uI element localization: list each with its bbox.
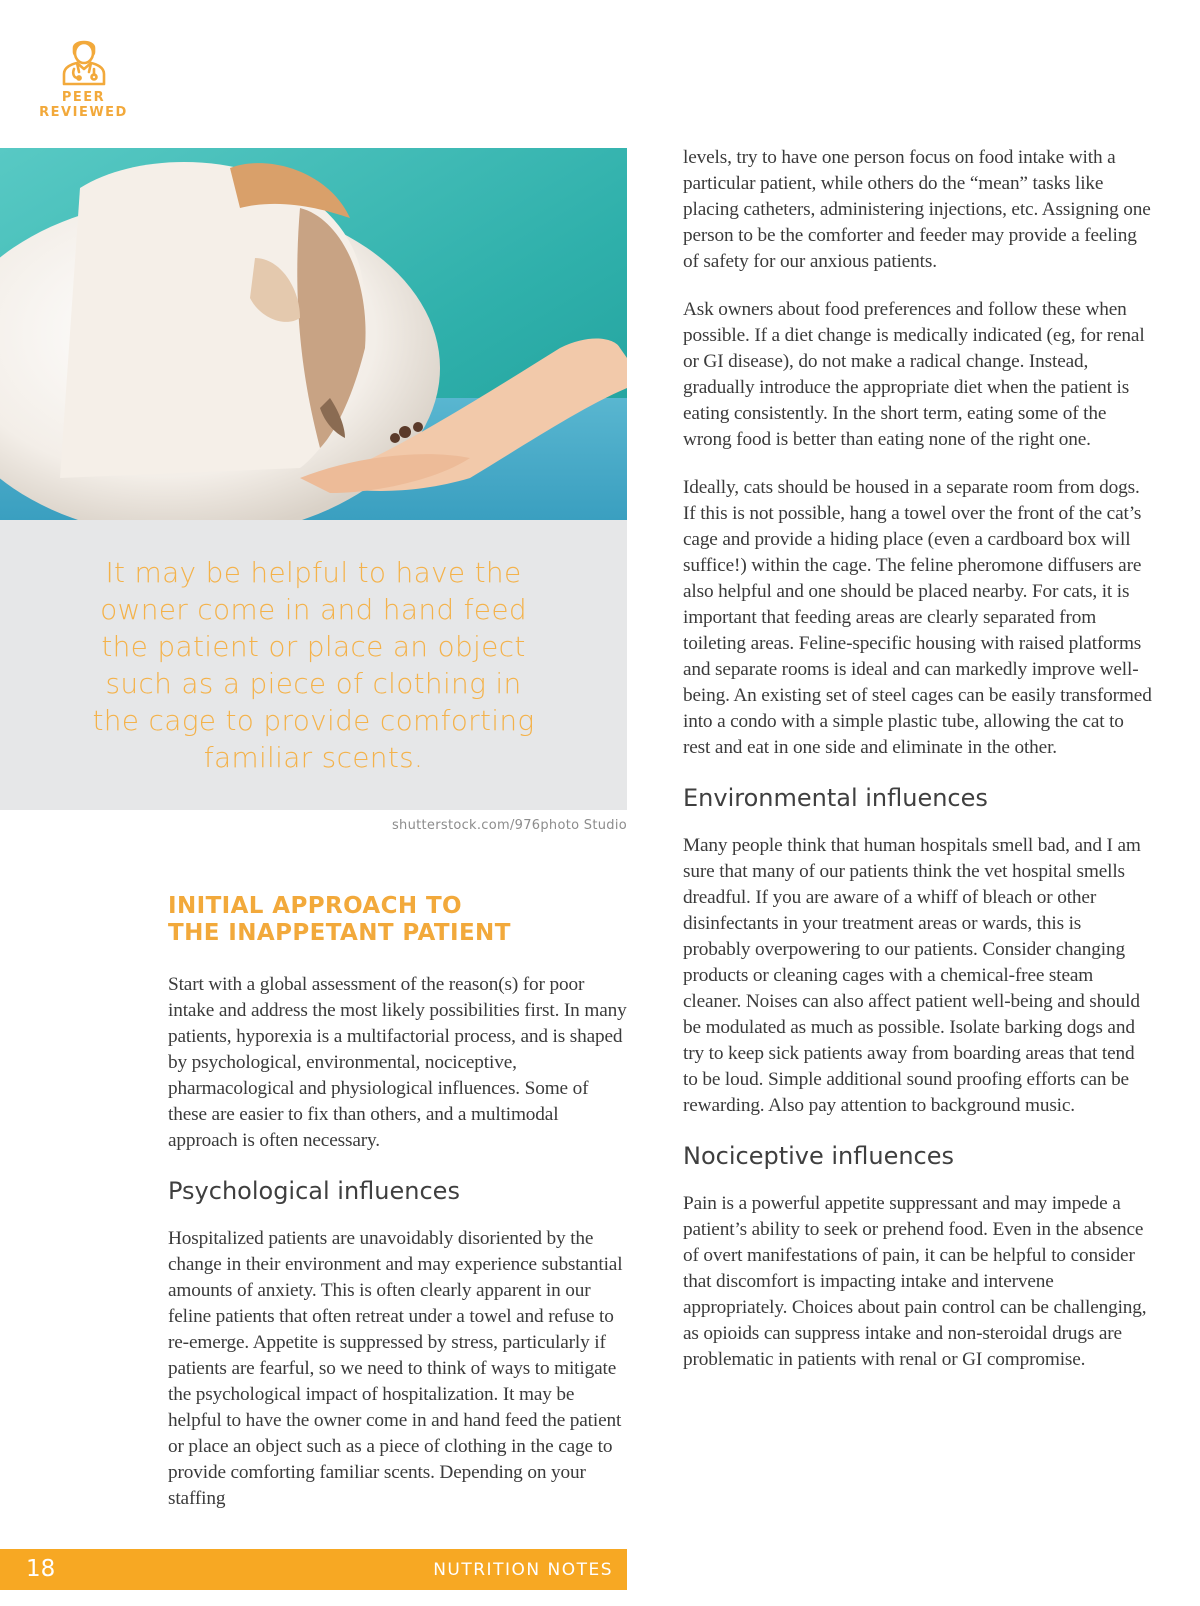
left-column (168, 893, 630, 1534)
pull-quote: It may be helpful to have the owner come in and hand feed the patient or place an object such as a piece of clothing in the cage to provide comforting familiar scents. (92, 556, 535, 774)
psychological-paragraph: Hospitalized patients are unavoidably disoriented by the change in their environment and may experience substantial amounts of anxiety. This is often clearly apparent in our feline patients that often retreat under a towel and refuse to re-emerge. Appetite is suppressed by stress, particularly if patients are fearful, so we need to think of ways to mitigate the psychological impact of hospitalization. It may be helpful to have the owner come in and hand feed the patient or place an object such as a piece of clothing in the cage to provide comforting familiar scents. Depending on your staffing (168, 1228, 623, 1509)
veterinarian-person-icon (60, 34, 108, 86)
photo-credit: shutterstock.com/976photo Studio (391, 818, 627, 833)
publication-title: NUTRITION NOTES (433, 1560, 613, 1580)
pull-quote-box (0, 520, 627, 810)
section-heading-line-1: INITIAL APPROACH TO (168, 893, 463, 919)
badge-line-2: REVIEWED (39, 105, 128, 120)
housing-paragraph: Ideally, cats should be housed in a separate room from dogs. If this is not possible, hang a towel over the front of the cat’s cage and provide a hiding place (even a cardboard box will suffice!) within the cage. The feline pheromone diffusers are also helpful and one should be placed nearby. For cats, it is important that feeding areas are clearly separated from toileting areas. Feline-specific housing with raised platforms and separate rooms is ideal and can markedly improve well-being. An existing set of steel cages can be easily transformed into a condo with a simple plastic tube, allowing the cat to rest and eat in one side and eliminate in the other. (683, 477, 1152, 758)
cat-eating-from-hand-photo (0, 148, 627, 520)
nociceptive-paragraph: Pain is a powerful appetite suppressant and may impede a patient’s ability to seek or prehend food. Even in the absence of overt manifestations of pain, it can be helpful to consider that discomfort is impacting intake and intervene appropriately. Choices about pain control can be challenging, as opioids can suppress intake and non-steroidal drugs are problematic in patients with renal or GI compromise. (683, 1193, 1147, 1370)
photo-illustration (0, 148, 627, 520)
page-number: 18 (26, 1556, 56, 1582)
environmental-heading: Environmental influences (683, 784, 988, 812)
badge-line-1: PEER (61, 90, 106, 105)
section-heading-line-2: THE INAPPETANT PATIENT (168, 920, 511, 946)
peer-reviewed-label (36, 90, 131, 120)
footer-bar (0, 1549, 627, 1590)
psychological-heading: Psychological influences (168, 1177, 460, 1205)
continued-paragraph: levels, try to have one person focus on food intake with a particular patient, while others do the “mean” tasks like placing catheters, administering injections, etc. Assigning one person to be the comforter and feeder may provide a feeling of safety for our anxious patients. (683, 147, 1151, 272)
environmental-paragraph: Many people think that human hospitals smell bad, and I am sure that many of our patients think the vet hospital smells dreadful. If you are aware of a whiff of bleach or other disinfectants in your treatment areas or wards, this is probably overpowering to our patients. Consider changing products or cleaning cages with a chemical-free steam cleaner. Noises can also affect patient well-being and should be modulated as much as possible. Isolate barking dogs and try to keep sick patients away from boarding areas that tend to be loud. Simple additional sound proofing efforts can be rewarding. Also pay attention to background music. (683, 835, 1141, 1116)
nociceptive-heading: Nociceptive influences (683, 1142, 955, 1170)
owners-paragraph: Ask owners about food preferences and follow these when possible. If a diet change is medically indicated (eg, for renal or GI disease), do not make a radical change. Instead, gradually introduce the appropriate diet when the patient is eating consistently. In the short term, eating some of the wrong food is better than eating none of the right one. (683, 299, 1145, 450)
right-column (683, 145, 1153, 1395)
peer-reviewed-badge (36, 34, 131, 120)
intro-paragraph: Start with a global assessment of the reason(s) for poor intake and address the most likely possibilities first. In many patients, hyporexia is a multifactorial process, and is shaped by psychological, environmental, nociceptive, pharmacological and physiological influences. Some of these are easier to fix than others, and a multimodal approach is often necessary. (168, 974, 627, 1151)
section-heading (168, 893, 630, 947)
